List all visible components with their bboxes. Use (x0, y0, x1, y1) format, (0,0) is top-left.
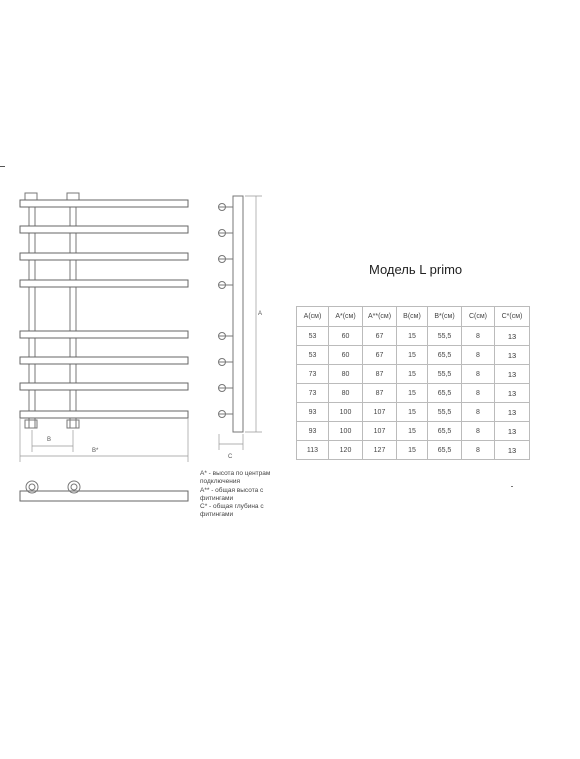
right-collector (70, 200, 76, 428)
table-cell: 60 (329, 327, 363, 346)
bar (20, 226, 188, 233)
table-row (297, 327, 530, 346)
table-row (297, 384, 530, 403)
table-cell: 13 (495, 422, 530, 441)
table-cell: 65,5 (428, 441, 462, 460)
table-cell: 13 (495, 365, 530, 384)
dim-b-star-label: B* (92, 448, 99, 454)
table-cell: 15 (397, 422, 428, 441)
bar (20, 383, 188, 390)
header-cell: A*(см) (329, 307, 363, 327)
front-view (20, 193, 188, 462)
table-cell: 65,5 (428, 422, 462, 441)
table-cell: 87 (363, 365, 397, 384)
table-row (297, 403, 530, 422)
header-cell: B(см) (397, 307, 428, 327)
bar (20, 411, 188, 418)
table-row (297, 365, 530, 384)
dim-c-label: C (228, 454, 233, 460)
table-cell: 53 (297, 327, 329, 346)
table-cell: 15 (397, 384, 428, 403)
table-row (297, 441, 530, 460)
fitting-bottom-right (67, 420, 79, 428)
table-cell: 13 (495, 403, 530, 422)
fitting-top-left (25, 193, 37, 200)
header-cell: A**(см) (363, 307, 397, 327)
note-c-star: C* - общая глубина с фитингами (200, 503, 264, 519)
table-cell: 55,5 (428, 403, 462, 422)
table-cell: 100 (329, 403, 363, 422)
table-cell: 13 (495, 441, 530, 460)
table-cell: 67 (363, 346, 397, 365)
table-cell: 67 (363, 327, 397, 346)
model-title: Модель L primo (369, 262, 463, 277)
table-cell: 93 (297, 422, 329, 441)
table-cell: 60 (329, 346, 363, 365)
table-cell: 15 (397, 327, 428, 346)
table-cell: 107 (363, 422, 397, 441)
table-cell: 8 (462, 403, 495, 422)
top-view (20, 481, 188, 501)
table-cell: 15 (397, 441, 428, 460)
table-row (297, 422, 530, 441)
note-a-double-star: A** - общая высота с фитингами (200, 486, 264, 502)
table-header-row (297, 307, 530, 327)
header-cell: A(см) (297, 307, 329, 327)
dimension-notes (200, 470, 295, 520)
fitting-top-right (67, 193, 79, 200)
table-cell: 87 (363, 384, 397, 403)
table-cell: 13 (495, 346, 530, 365)
bar (20, 200, 188, 207)
side-view (219, 196, 263, 460)
table-row (297, 346, 530, 365)
table-cell: 73 (297, 365, 329, 384)
bar (20, 253, 188, 260)
side-collector (233, 196, 243, 432)
table-cell: 113 (297, 441, 329, 460)
table-cell: 93 (297, 403, 329, 422)
table-cell: 100 (329, 422, 363, 441)
header-cell: B*(см) (428, 307, 462, 327)
dim-b-label: B (47, 437, 52, 443)
top-bar (20, 491, 188, 501)
speck (511, 486, 513, 487)
table-cell: 8 (462, 327, 495, 346)
table-cell: 8 (462, 365, 495, 384)
table-cell: 8 (462, 441, 495, 460)
table-cell: 8 (462, 346, 495, 365)
table-cell: 15 (397, 365, 428, 384)
header-cell: C(см) (462, 307, 495, 327)
table-cell: 80 (329, 384, 363, 403)
table-cell: 13 (495, 327, 530, 346)
bar (20, 280, 188, 287)
table-cell: 13 (495, 384, 530, 403)
table-cell: 80 (329, 365, 363, 384)
table-cell: 65,5 (428, 384, 462, 403)
table-cell: 107 (363, 403, 397, 422)
left-collector (29, 200, 35, 428)
table-cell: 55,5 (428, 327, 462, 346)
header-cell: C*(см) (495, 307, 530, 327)
table-cell: 120 (329, 441, 363, 460)
dim-a-label: A (258, 311, 263, 317)
table-cell: 8 (462, 384, 495, 403)
table-cell: 53 (297, 346, 329, 365)
table-cell: 15 (397, 346, 428, 365)
table-cell: 55,5 (428, 365, 462, 384)
table-cell: 73 (297, 384, 329, 403)
table-cell: 65,5 (428, 346, 462, 365)
table-cell: 127 (363, 441, 397, 460)
bar (20, 357, 188, 364)
note-a-star: A* - высота по центрам подключения (200, 470, 271, 486)
table-cell: 15 (397, 403, 428, 422)
spec-table (296, 306, 530, 460)
table-cell: 8 (462, 422, 495, 441)
bar (20, 331, 188, 338)
